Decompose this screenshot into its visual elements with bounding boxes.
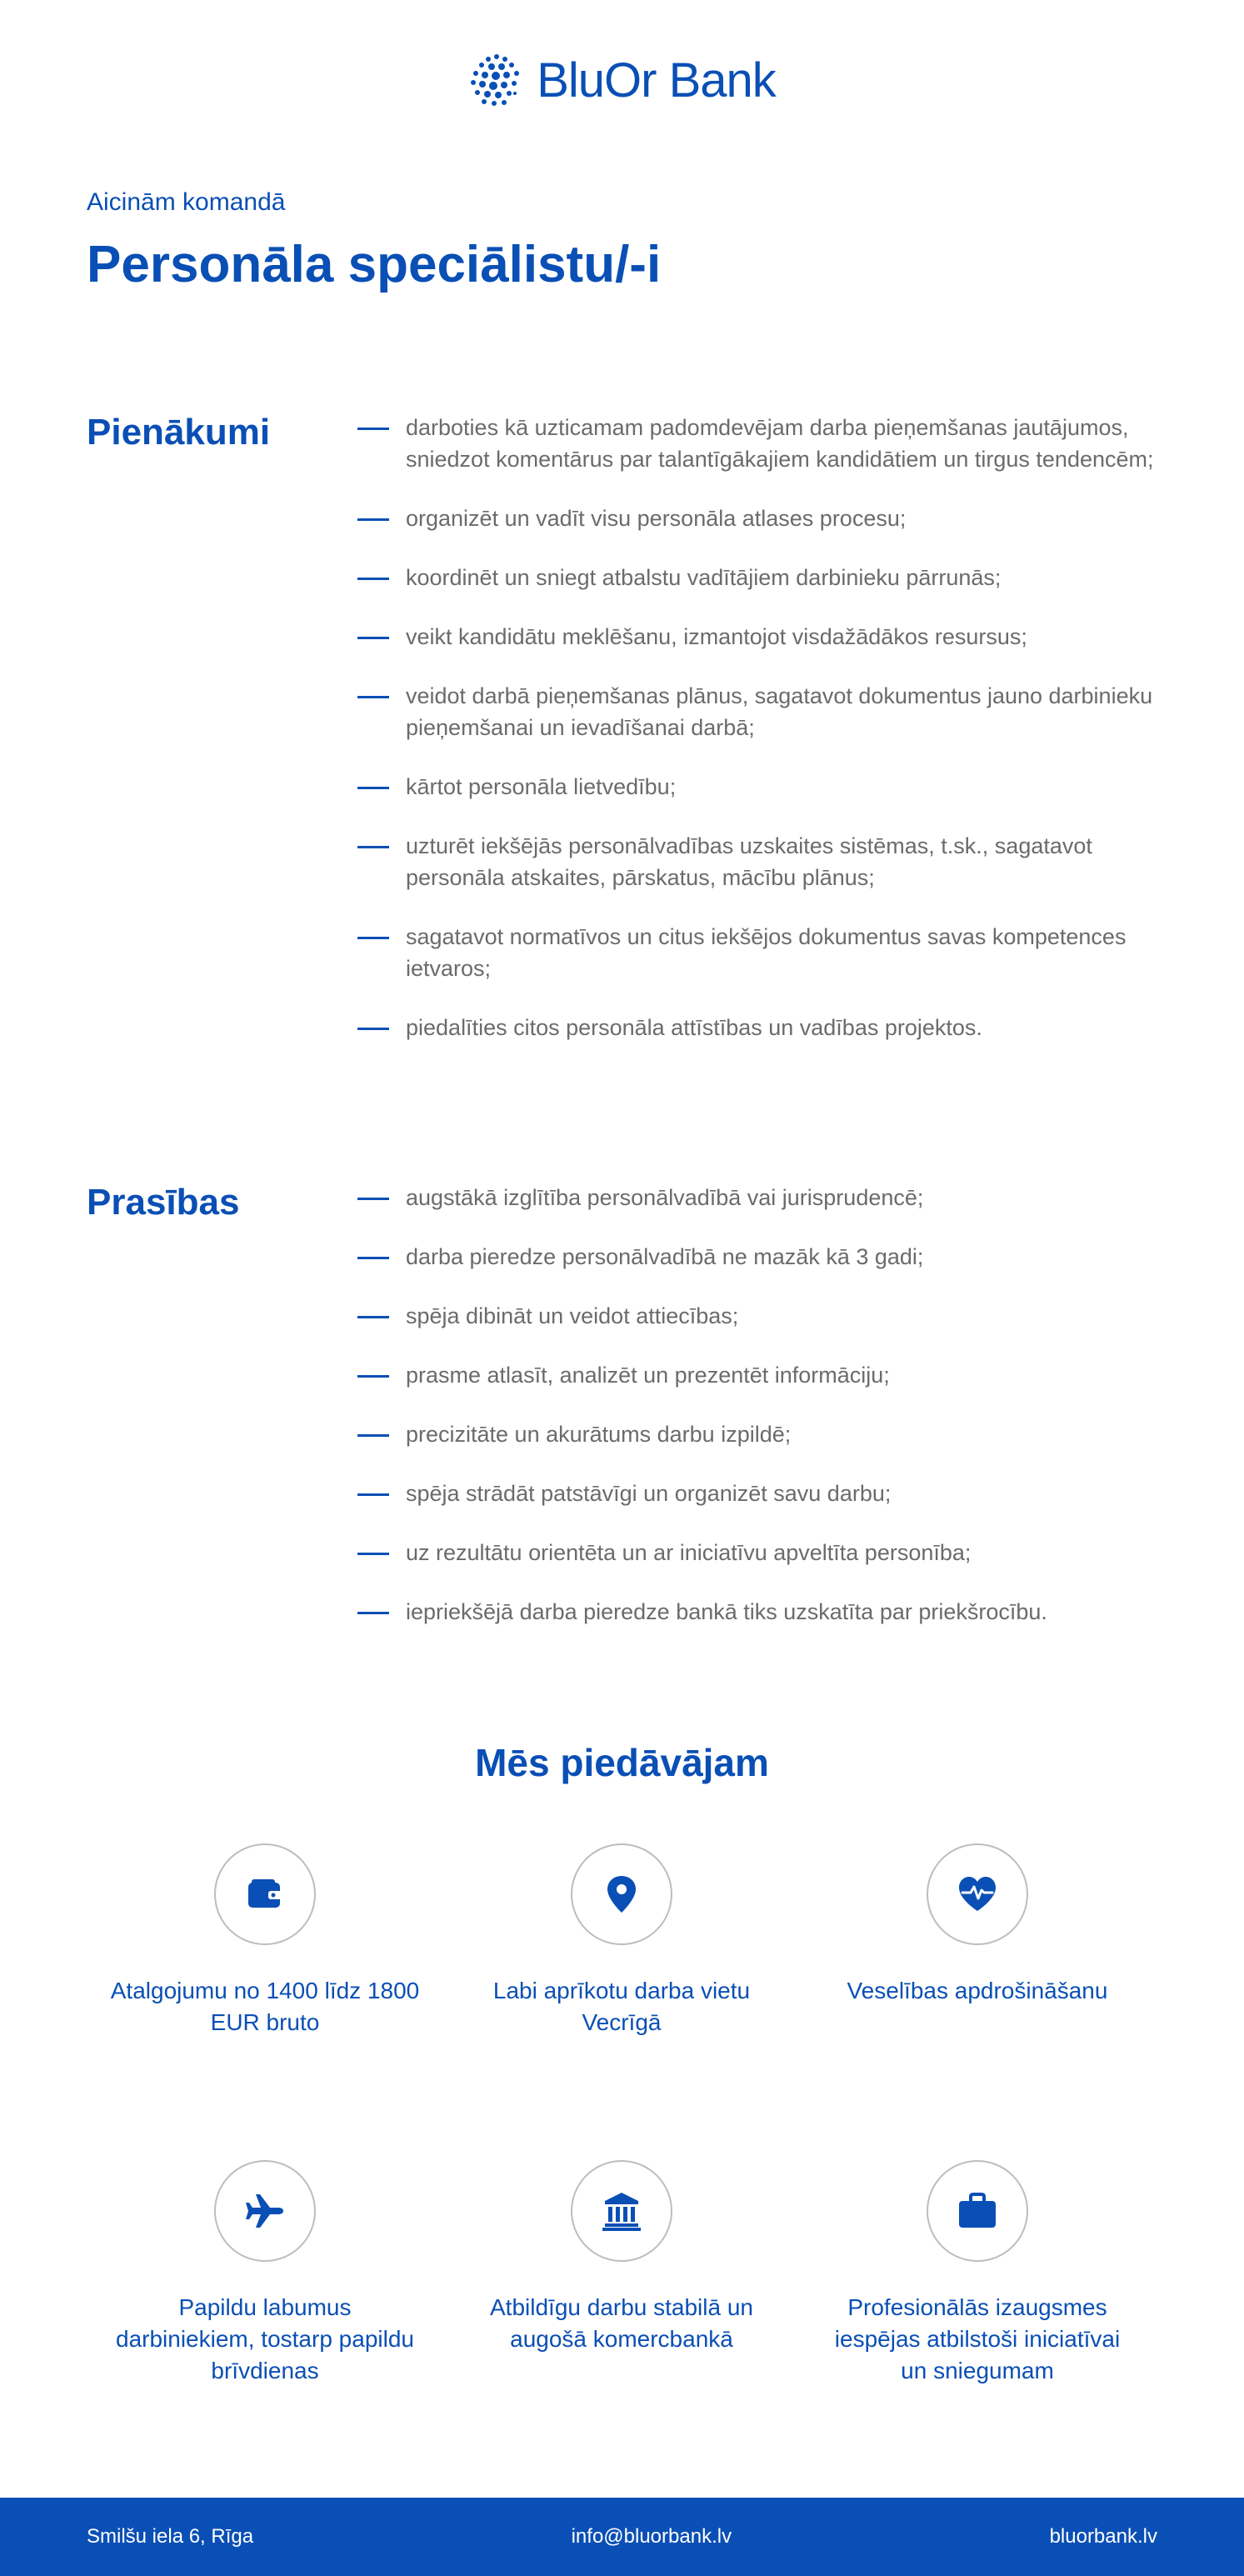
benefit-icon-circle (571, 2160, 672, 2262)
list-item: darboties kā uzticamam padomdevējam darba pieņemšanas jautājumos, sniedzot komentārus par talantīgākajiem kandidātiem un tirgus tendencēm; (357, 412, 1157, 475)
airplane-icon (243, 2189, 287, 2233)
dash-icon (357, 518, 389, 521)
list-item: darba pieredze personālvadībā ne mazāk kā 3 gadi; (357, 1241, 1157, 1273)
page-title: Personāla speciālistu/-i (87, 236, 662, 293)
footer-email-link[interactable]: info@bluorbank.lv (571, 2525, 732, 2548)
wallet-icon (243, 1873, 287, 1916)
bluor-dots-logo-icon (468, 52, 525, 108)
benefit-stable-bank (463, 2160, 780, 2355)
benefit-icon-circle (927, 1843, 1028, 1945)
dash-icon (357, 428, 389, 430)
dash-icon (357, 696, 389, 698)
list-item: uzturēt iekšējās personālvadības uzskaites sistēmas, t.sk., sagatavot personāla atskaites, pārskatus, mācību plānus; (357, 830, 1157, 893)
dash-icon (357, 787, 389, 789)
benefit-icon-circle (571, 1843, 672, 1945)
list-item: organizēt un vadīt visu personāla atlases procesu; (357, 503, 1157, 534)
dash-icon (357, 846, 389, 848)
benefit-icon-circle (927, 2160, 1028, 2262)
list-item: precizitāte un akurātums darbu izpildē; (357, 1418, 1157, 1450)
dash-icon (357, 1375, 389, 1378)
dash-icon (357, 637, 389, 639)
benefit-salary (107, 1843, 423, 2038)
list-item: prasme atlasīt, analizēt un prezentēt informāciju; (357, 1359, 1157, 1391)
dash-icon (357, 1553, 389, 1555)
dash-icon (357, 578, 389, 580)
dash-icon (357, 1316, 389, 1318)
list-item: piedalīties citos personāla attīstības un vadības projektos. (357, 1012, 1157, 1043)
benefit-label: Atalgojumu no 1400 līdz 1800 EUR bruto (110, 1978, 420, 2035)
benefit-extra-perks (107, 2160, 423, 2387)
duties-heading: Pienākumi (87, 412, 271, 453)
benefit-label: Profesionālās izaugsmes iespējas atbilstoši iniciatīvai un sniegumam (834, 2294, 1121, 2383)
offer-title: Mēs piedāvājam (475, 1741, 769, 1784)
eyebrow-text: Aicinām komandā (87, 188, 286, 216)
list-item: spēja dibināt un veidot attiecības; (357, 1300, 1157, 1332)
list-item: spēja strādāt patstāvīgi un organizēt savu darbu; (357, 1478, 1157, 1509)
dash-icon (357, 1028, 389, 1030)
benefit-icon-circle (214, 1843, 316, 1945)
footer-website-link[interactable]: bluorbank.lv (1049, 2525, 1157, 2548)
logo-text: BluOr Bank (537, 53, 776, 108)
benefit-growth (819, 2160, 1136, 2387)
footer-address: Smilšu iela 6, Rīga (87, 2525, 254, 2548)
benefit-label: Labi aprīkotu darba vietu Vecrīgā (492, 1978, 751, 2035)
dash-icon (357, 1612, 389, 1614)
list-item: veikt kandidātu meklēšanu, izmantojot visdažādākos resursus; (357, 621, 1157, 653)
duties-list (357, 412, 1157, 1071)
benefit-icon-circle (214, 2160, 316, 2262)
benefit-label: Atbildīgu darbu stabilā un augošā komercbankā (490, 2294, 753, 2352)
list-item: augstākā izglītība personālvadībā vai jurisprudencē; (357, 1182, 1157, 1213)
requirements-list (357, 1182, 1157, 1655)
footer (0, 2498, 1244, 2576)
bank-building-icon (600, 2189, 643, 2233)
list-item: kārtot personāla lietvedību; (357, 771, 1157, 803)
list-item: veidot darbā pieņemšanas plānus, sagatavot dokumentus jauno darbinieku pieņemšanai un ievadīšanai darbā; (357, 680, 1157, 743)
dash-icon (357, 937, 389, 939)
list-item: iepriekšējā darba pieredze bankā tiks uzskatīta par priekšrocību. (357, 1596, 1157, 1628)
brand-logo (0, 52, 1244, 108)
heart-pulse-icon (956, 1873, 999, 1916)
requirements-heading: Prasības (87, 1182, 240, 1223)
location-pin-icon (600, 1873, 643, 1916)
benefit-label: Veselības apdrošināšanu (847, 1978, 1108, 2003)
benefit-workplace (463, 1843, 780, 2038)
benefit-label: Papildu labumus darbiniekiem, tostarp papildu brīvdienas (116, 2294, 414, 2383)
dash-icon (357, 1198, 389, 1200)
benefit-health-insurance (819, 1843, 1136, 2007)
list-item: koordinēt un sniegt atbalstu vadītājiem darbinieku pārrunās; (357, 562, 1157, 593)
list-item: sagatavot normatīvos un citus iekšējos dokumentus savas kompetences ietvaros; (357, 921, 1157, 984)
dash-icon (357, 1257, 389, 1259)
list-item: uz rezultātu orientēta un ar iniciatīvu apveltīta personība; (357, 1537, 1157, 1568)
dash-icon (357, 1434, 389, 1437)
dash-icon (357, 1493, 389, 1496)
briefcase-icon (956, 2189, 999, 2233)
